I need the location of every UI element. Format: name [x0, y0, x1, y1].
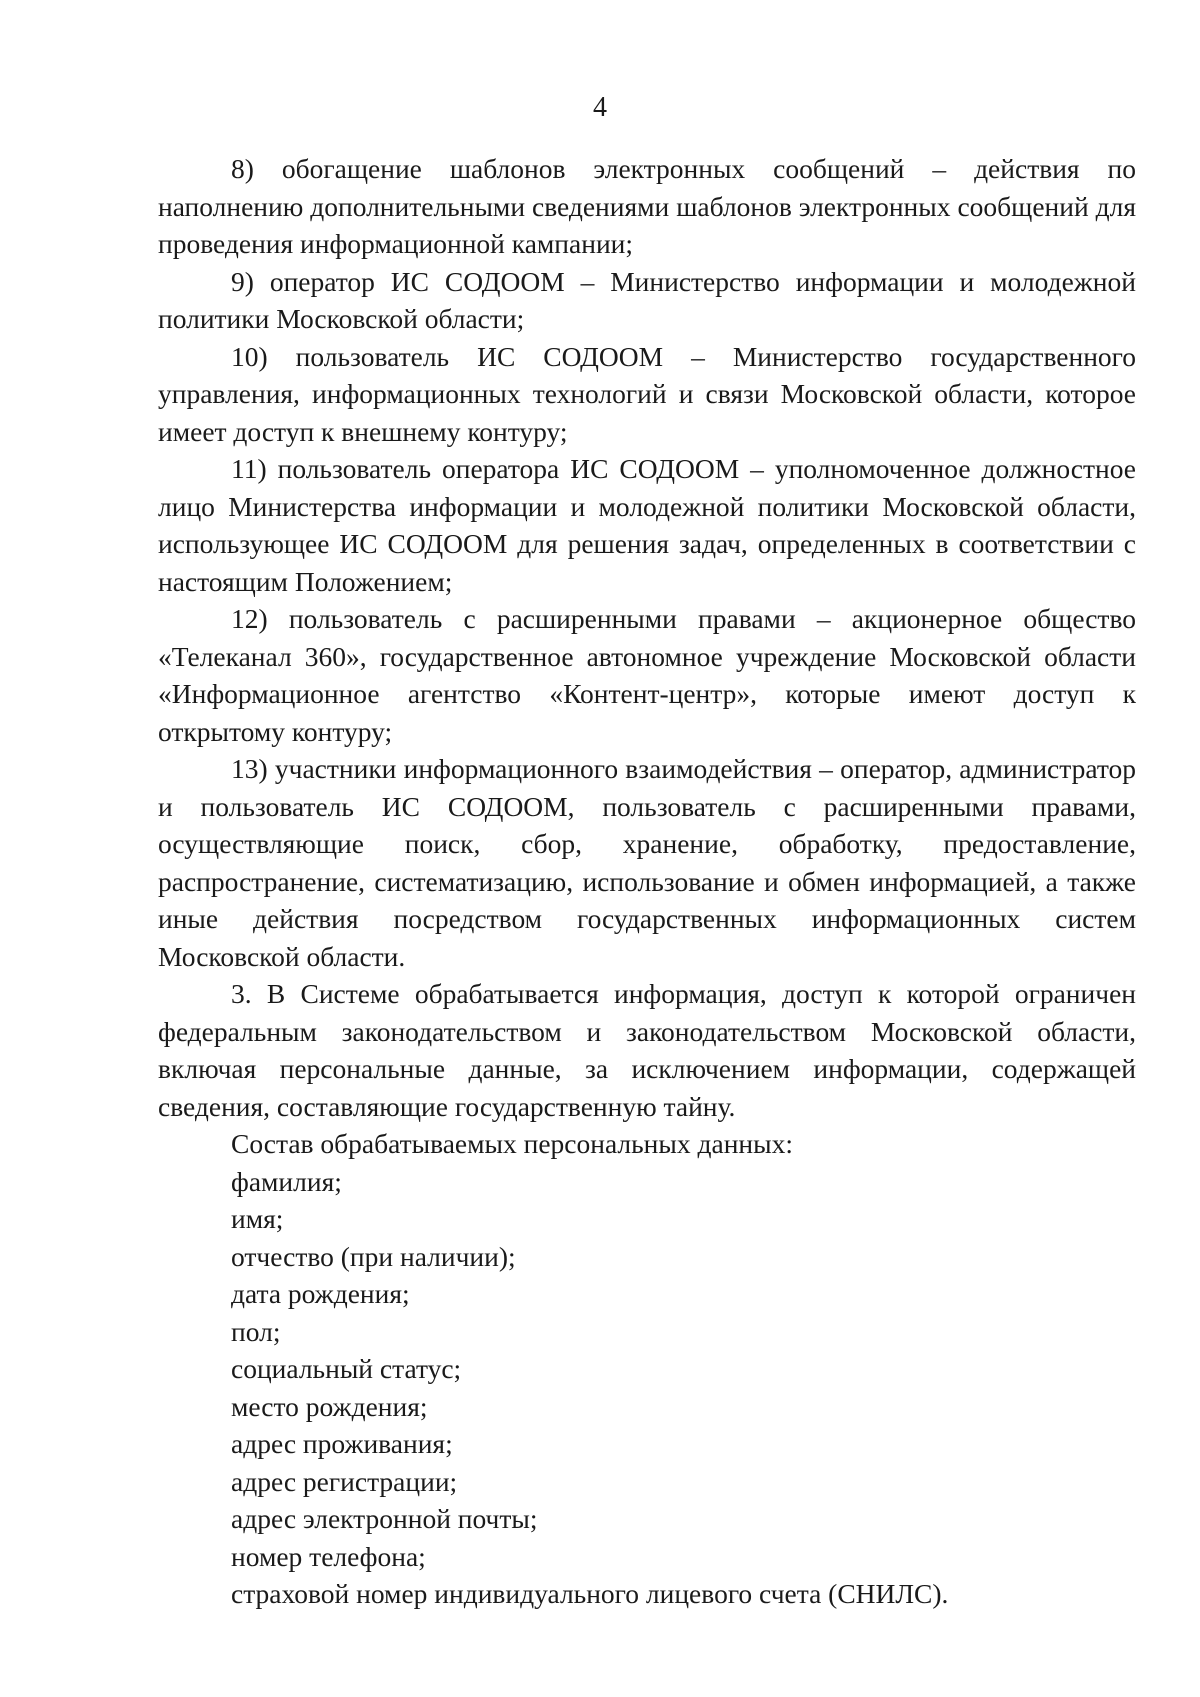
list-item: пол; [231, 1315, 281, 1347]
list-item: фамилия; [231, 1165, 342, 1197]
definition-12: 12) пользователь с расширенными правами – акционерное общество «Телеканал 360», государственное автономное учреждение Московской области «Информационное агентство «Контент-центр», которые имеют доступ к открытому контуру; [158, 603, 1136, 747]
list-item: номер телефона; [231, 1540, 426, 1572]
list-item: адрес регистрации; [231, 1465, 458, 1497]
list-item: отчество (при наличии); [231, 1240, 516, 1272]
list-item: социальный статус; [231, 1353, 462, 1384]
list-item: дата рождения; [231, 1278, 410, 1309]
definition-11: 11) пользователь оператора ИС СОДООМ – уполномоченное должностное лицо Министерства информации и молодежной политики Московской области, использующее ИС СОДООМ для решения задач, определенных в соответствии с настоящим Положением; [158, 453, 1136, 597]
list-item: страховой номер индивидуального лицевого счета (СНИЛС). [231, 1578, 949, 1609]
definition-13: 13) участники информационного взаимодействия – оператор, администратор и пользователь ИС СОДООМ, пользователь с расширенными правами, осуществляющие поиск, сбор, хранение, обработку, предоставление, распространение, систематизацию, использование и обмен информацией, а также иные действия посредством государственных информационных систем Московской области. [158, 753, 1136, 972]
section-3-paragraph: 3. В Системе обрабатывается информация, доступ к которой ограничен федеральным законодательством и законодательством Московской области, включая персональные данные, за исключением информации, содержащей сведения, составляющие государственную тайну. [158, 978, 1136, 1122]
definition-8: 8) обогащение шаблонов электронных сообщений – действия по наполнению дополнительными сведениями шаблонов электронных сообщений для проведения информационной кампании; [158, 153, 1136, 259]
list-item: место рождения; [231, 1390, 428, 1422]
list-item: адрес проживания; [231, 1428, 453, 1459]
list-item: имя; [231, 1203, 284, 1234]
page-number: 4 [593, 92, 607, 123]
document-body [158, 150, 1136, 1613]
definition-9: 9) оператор ИС СОДООМ – Министерство информации и молодежной политики Московской области; [158, 265, 1136, 334]
personal-data-list [158, 1163, 1136, 1613]
definition-10: 10) пользователь ИС СОДООМ – Министерство государственного управления, информационных технологий и связи Московской области, которое имеет доступ к внешнему контуру; [158, 340, 1136, 447]
personal-data-heading: Состав обрабатываемых персональных данных: [231, 1128, 793, 1159]
list-item: адрес электронной почты; [231, 1503, 538, 1534]
